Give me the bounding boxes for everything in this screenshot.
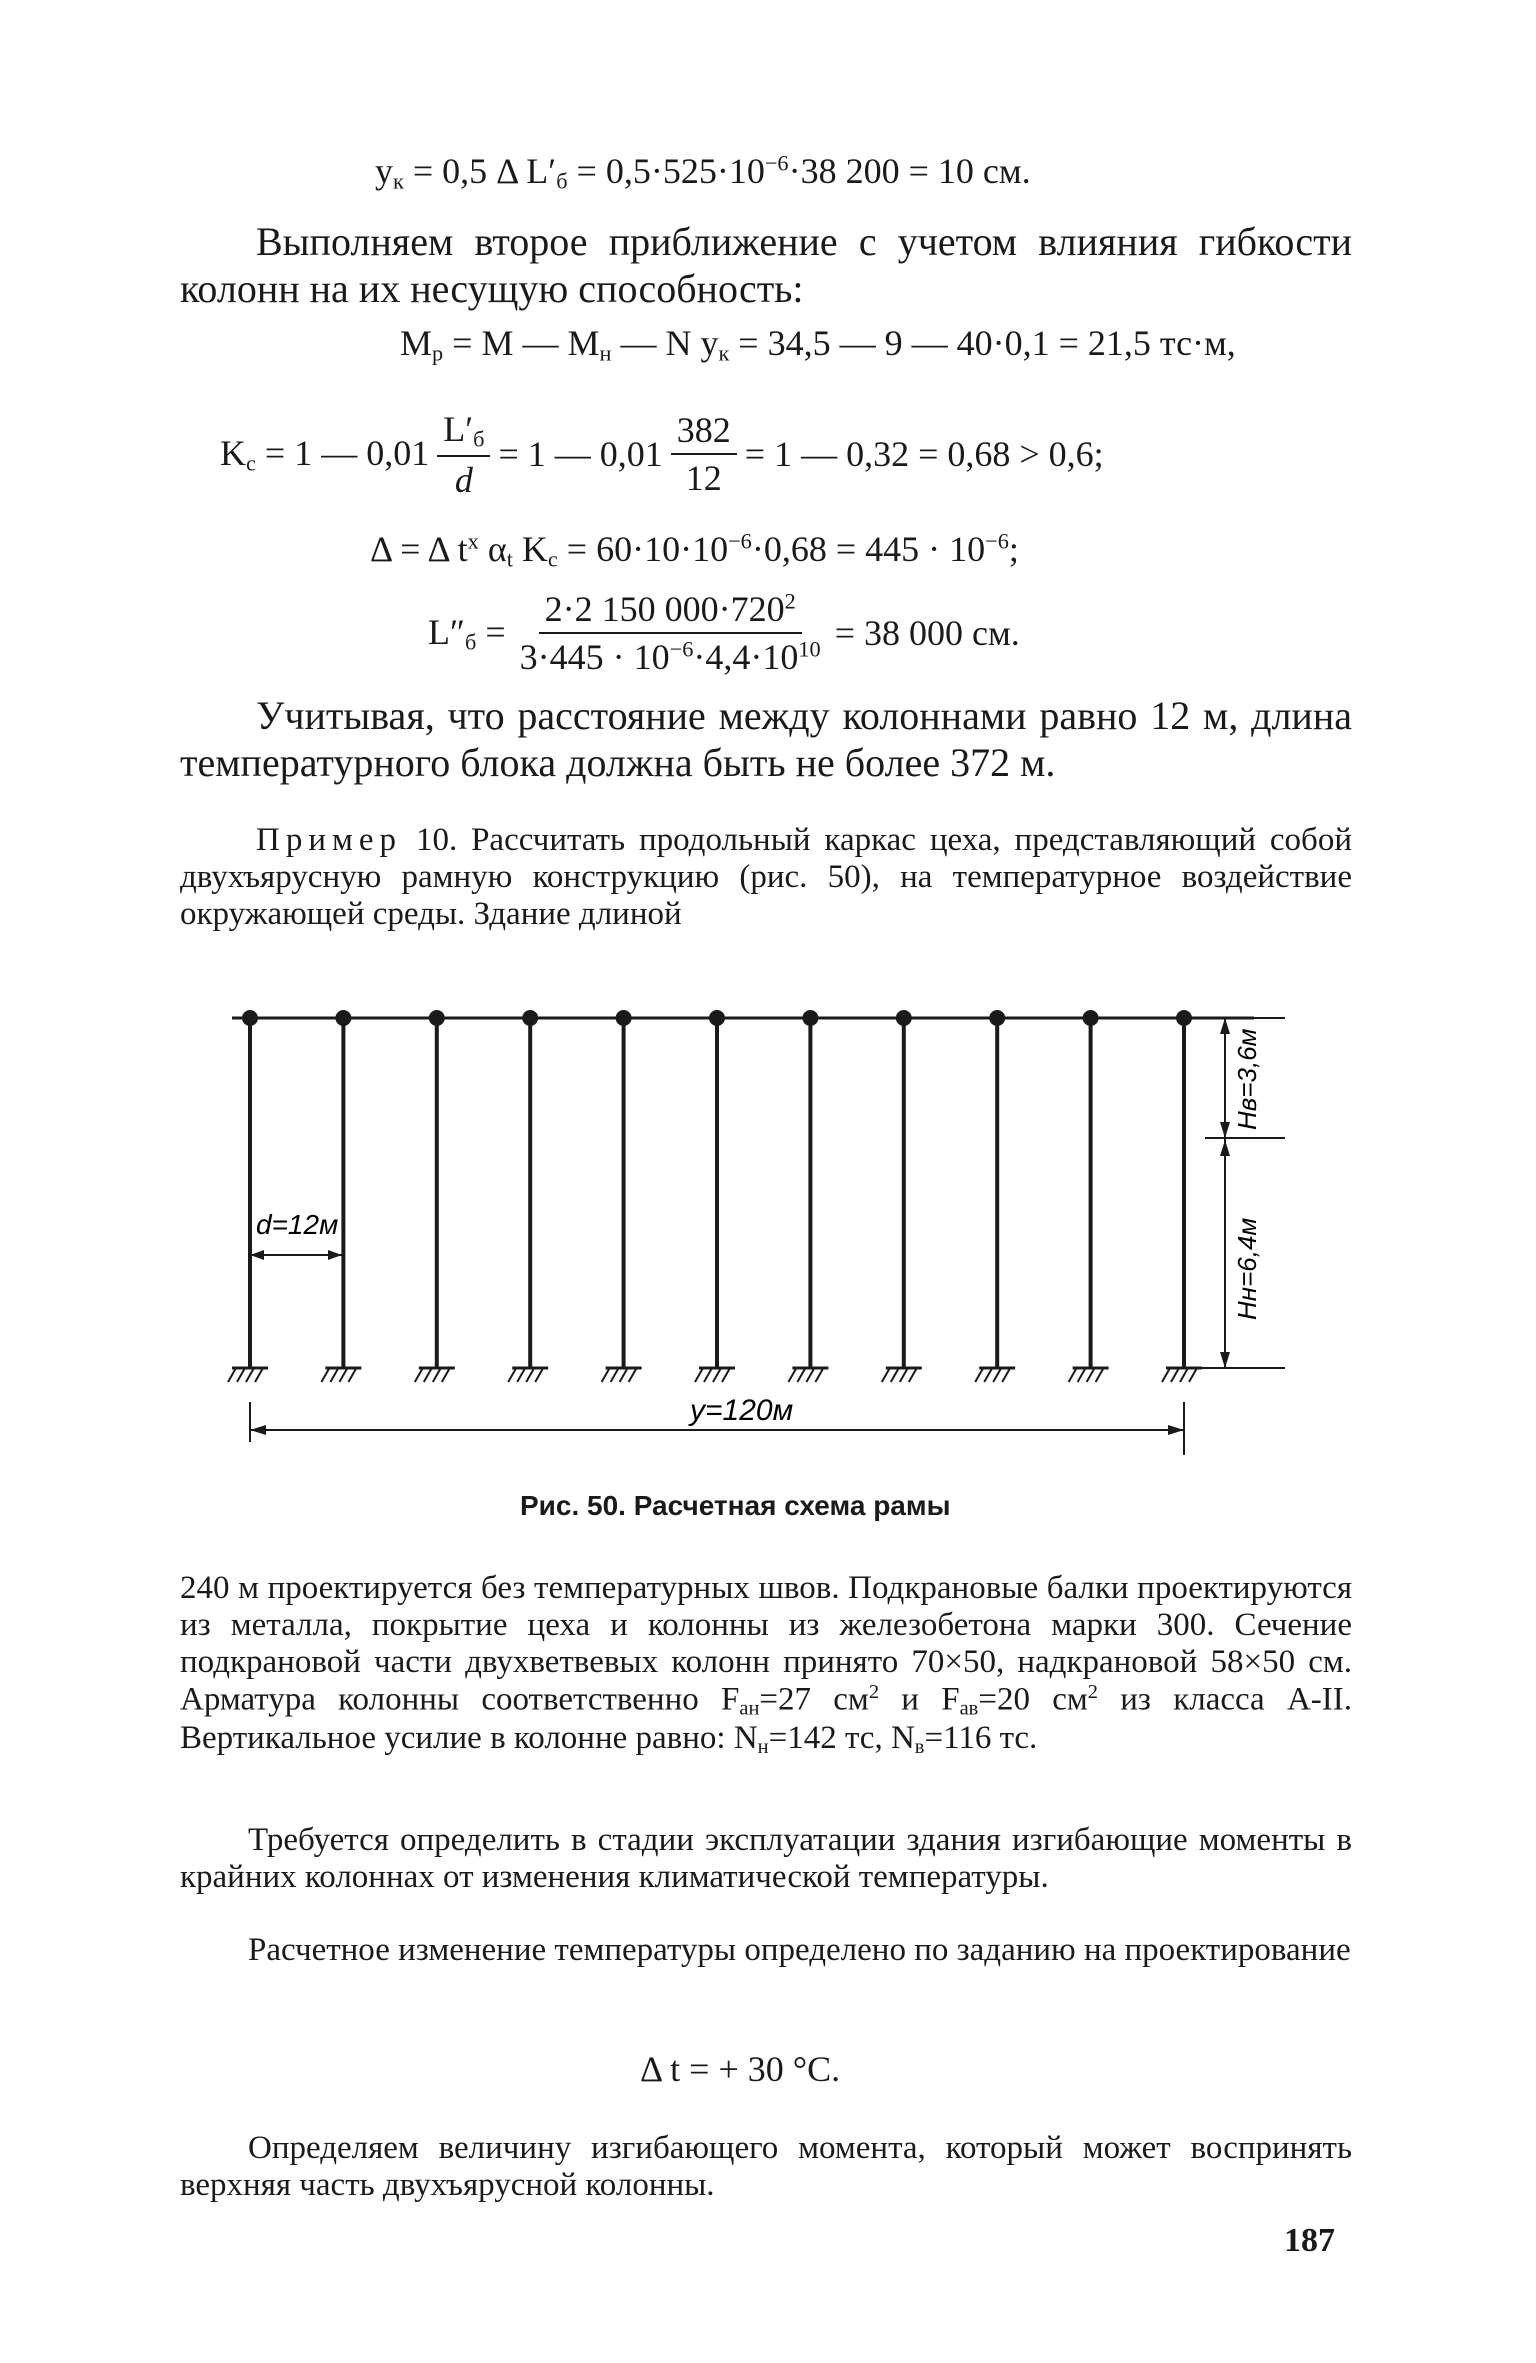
- frame-support-hatch: [704, 1368, 712, 1382]
- frame-support-hatch: [526, 1368, 534, 1382]
- frame-support-hatch: [246, 1368, 254, 1382]
- label-d: d=12м: [256, 1209, 339, 1240]
- frame-support-hatch: [1087, 1368, 1095, 1382]
- dim-hv-arrow-bottom: [1220, 1122, 1230, 1138]
- frame-node: [616, 1010, 632, 1026]
- kc-fraction-2: [671, 409, 737, 499]
- frame-support-hatch: [535, 1368, 543, 1382]
- frame-support-hatch: [806, 1368, 814, 1382]
- lb-fraction: [514, 588, 827, 678]
- kc-fraction-1: [437, 408, 490, 501]
- frame-support-hatch: [695, 1368, 703, 1382]
- frame-node: [802, 1010, 818, 1026]
- dim-hn-arrow-bottom: [1220, 1352, 1230, 1368]
- frame-node: [989, 1010, 1005, 1026]
- paragraph-moment: Определяем величину изгибающего момента, который может воспринять верхняя часть двухъярусной колонны.: [180, 2130, 1352, 2203]
- frame-support-hatch: [882, 1368, 890, 1382]
- frame-node: [242, 1010, 258, 1026]
- frame-node: [1083, 1010, 1099, 1026]
- frame-node: [335, 1010, 351, 1026]
- frame-support-hatch: [1096, 1368, 1104, 1382]
- frame-support-hatch: [415, 1368, 423, 1382]
- dim-hv-arrow-top: [1220, 1018, 1230, 1034]
- frame-support-hatch: [348, 1368, 356, 1382]
- kc-frac1-den: d: [454, 459, 473, 500]
- frame-support-hatch: [1189, 1368, 1197, 1382]
- frame-support-hatch: [339, 1368, 347, 1382]
- frame-support-hatch: [228, 1368, 236, 1382]
- formula-mp: $M_p = M$ — $M_н$ — N $y_к = 34,5$ — 9 — 40·0,1 = 21,5 тс·м,: [400, 323, 1236, 366]
- frame-node: [429, 1010, 445, 1026]
- dim-hn-arrow-top: [1220, 1140, 1230, 1156]
- paragraph-approximation: Выполняем второе приближение с учетом влияния гибкости колонн на их несущую способность:: [180, 219, 1352, 312]
- kc-frac2-num: 382: [671, 409, 737, 455]
- formula-dt: Δ t = + 30 °C.: [640, 2049, 841, 2089]
- frame-support-hatch: [797, 1368, 805, 1382]
- frame-support-hatch: [984, 1368, 992, 1382]
- frame-structure: [228, 1010, 1254, 1382]
- paragraph-example: [180, 822, 1352, 933]
- frame-support-hatch: [517, 1368, 525, 1382]
- frame-support-hatch: [788, 1368, 796, 1382]
- lb-left: $L''_б$ =: [428, 611, 506, 655]
- kc-left: $K_c = 1$ — 0,01: [220, 433, 430, 476]
- kc-frac2-den: 12: [685, 458, 722, 499]
- frame-support-hatch: [900, 1368, 908, 1382]
- frame-support-hatch: [611, 1368, 619, 1382]
- frame-support-hatch: [330, 1368, 338, 1382]
- frame-support-hatch: [975, 1368, 983, 1382]
- frame-support-hatch: [433, 1368, 441, 1382]
- example-text: 10. Рассчитать продольный каркас цеха, представляющий собой двухъярусную рамную конструкцию (рис. 50), на температурное воздействие окружающей среды. Здание длиной: [180, 822, 1353, 932]
- frame-support-hatch: [255, 1368, 263, 1382]
- paragraph-building: 240 м проектируется без температурных швов. Подкрановые балки проектируются из металла, покрытие цеха и колонны из железобетона марки 300. Сечение подкрановой части двухветвевых колонн принято 70×50, надкрановой 58×50 см. Арматура колонны соответственно $F_{ан}=27$ $см^2$ и $F_{ав}=20$ $см^2$ из класса А-II. Вертикальное усилие в колонне равно: $N_н=142$ тс, $N_в=116$ тс.: [180, 1570, 1353, 1759]
- kc-frac1-num: $L'_б$: [437, 408, 490, 457]
- frame-support-hatch: [1180, 1368, 1188, 1382]
- frame-support-hatch: [815, 1368, 823, 1382]
- frame-support-hatch: [508, 1368, 516, 1382]
- dim-d-arrow-right: [328, 1250, 342, 1260]
- frame-support-hatch: [602, 1368, 610, 1382]
- lb-num: 2·2 150 $000\cdot 720^2$: [539, 588, 802, 634]
- kc-right: = 1 — 0,32 = 0,68 > 0,6;: [744, 434, 1104, 475]
- frame-support-hatch: [722, 1368, 730, 1382]
- frame-support-hatch: [620, 1368, 628, 1382]
- frame-node: [709, 1010, 725, 1026]
- frame-support-hatch: [321, 1368, 329, 1382]
- paragraph-temperature: Расчетное изменение температуры определено по заданию на проектирование: [248, 1932, 1351, 1968]
- label-hv: Hв=3,6м: [1232, 1028, 1262, 1130]
- formula-lb: [428, 588, 1020, 678]
- frame-node: [896, 1010, 912, 1026]
- label-hn: Hн=6,4м: [1232, 1217, 1262, 1320]
- label-y: y=120м: [690, 1394, 794, 1427]
- frame-support-hatch: [424, 1368, 432, 1382]
- lb-right: = 38 000 см.: [834, 613, 1020, 653]
- formula-kc: [220, 408, 1104, 501]
- frame-support-hatch: [993, 1368, 1001, 1382]
- lb-den: $3\cdot 445 \cdot 10^{-6}\cdot 4,4\cdot 10^{10}$: [519, 636, 821, 677]
- frame-support-hatch: [891, 1368, 899, 1382]
- frame-diagram: [220, 1000, 1340, 1490]
- formula-yk: $y_к = 0,5$ Δ $L'_б = 0,5\cdot 525\cdot 10^{-6}\cdot 38$ 200 = 10 см.: [375, 150, 1031, 194]
- dim-y-arrow-right: [1168, 1425, 1184, 1435]
- frame-support-hatch: [1171, 1368, 1179, 1382]
- figure-caption: Рис. 50. Расчетная схема рамы: [520, 1490, 951, 1521]
- dim-d-arrow-left: [250, 1250, 264, 1260]
- frame-support-hatch: [1002, 1368, 1010, 1382]
- paragraph-distance: Учитывая, что расстояние между колоннами равно 12 м, длина температурного блока должна быть не более 372 м.: [180, 693, 1352, 786]
- paragraph-task: Требуется определить в стадии эксплуатации здания изгибающие моменты в крайних колоннах от изменения климатической температуры.: [180, 1822, 1352, 1895]
- dim-y-arrow-left: [250, 1425, 266, 1435]
- frame-support-hatch: [237, 1368, 245, 1382]
- frame-support-hatch: [713, 1368, 721, 1382]
- frame-support-hatch: [1078, 1368, 1086, 1382]
- formula-delta: Δ = Δ $t^x$ $\alpha_t$ $K_c = 60\cdot 10\cdot 10^{-6}\cdot 0,68 = 445 \cdot 10^{-6}$;: [370, 528, 1019, 572]
- frame-support-hatch: [1162, 1368, 1170, 1382]
- frame-support-hatch: [1069, 1368, 1077, 1382]
- frame-support-hatch: [442, 1368, 450, 1382]
- kc-mid: = 1 — 0,01: [498, 434, 663, 475]
- frame-support-hatch: [629, 1368, 637, 1382]
- frame-support-hatch: [909, 1368, 917, 1382]
- frame-node: [522, 1010, 538, 1026]
- page-number: 187: [1284, 2222, 1335, 2259]
- example-word: Пример: [256, 822, 403, 858]
